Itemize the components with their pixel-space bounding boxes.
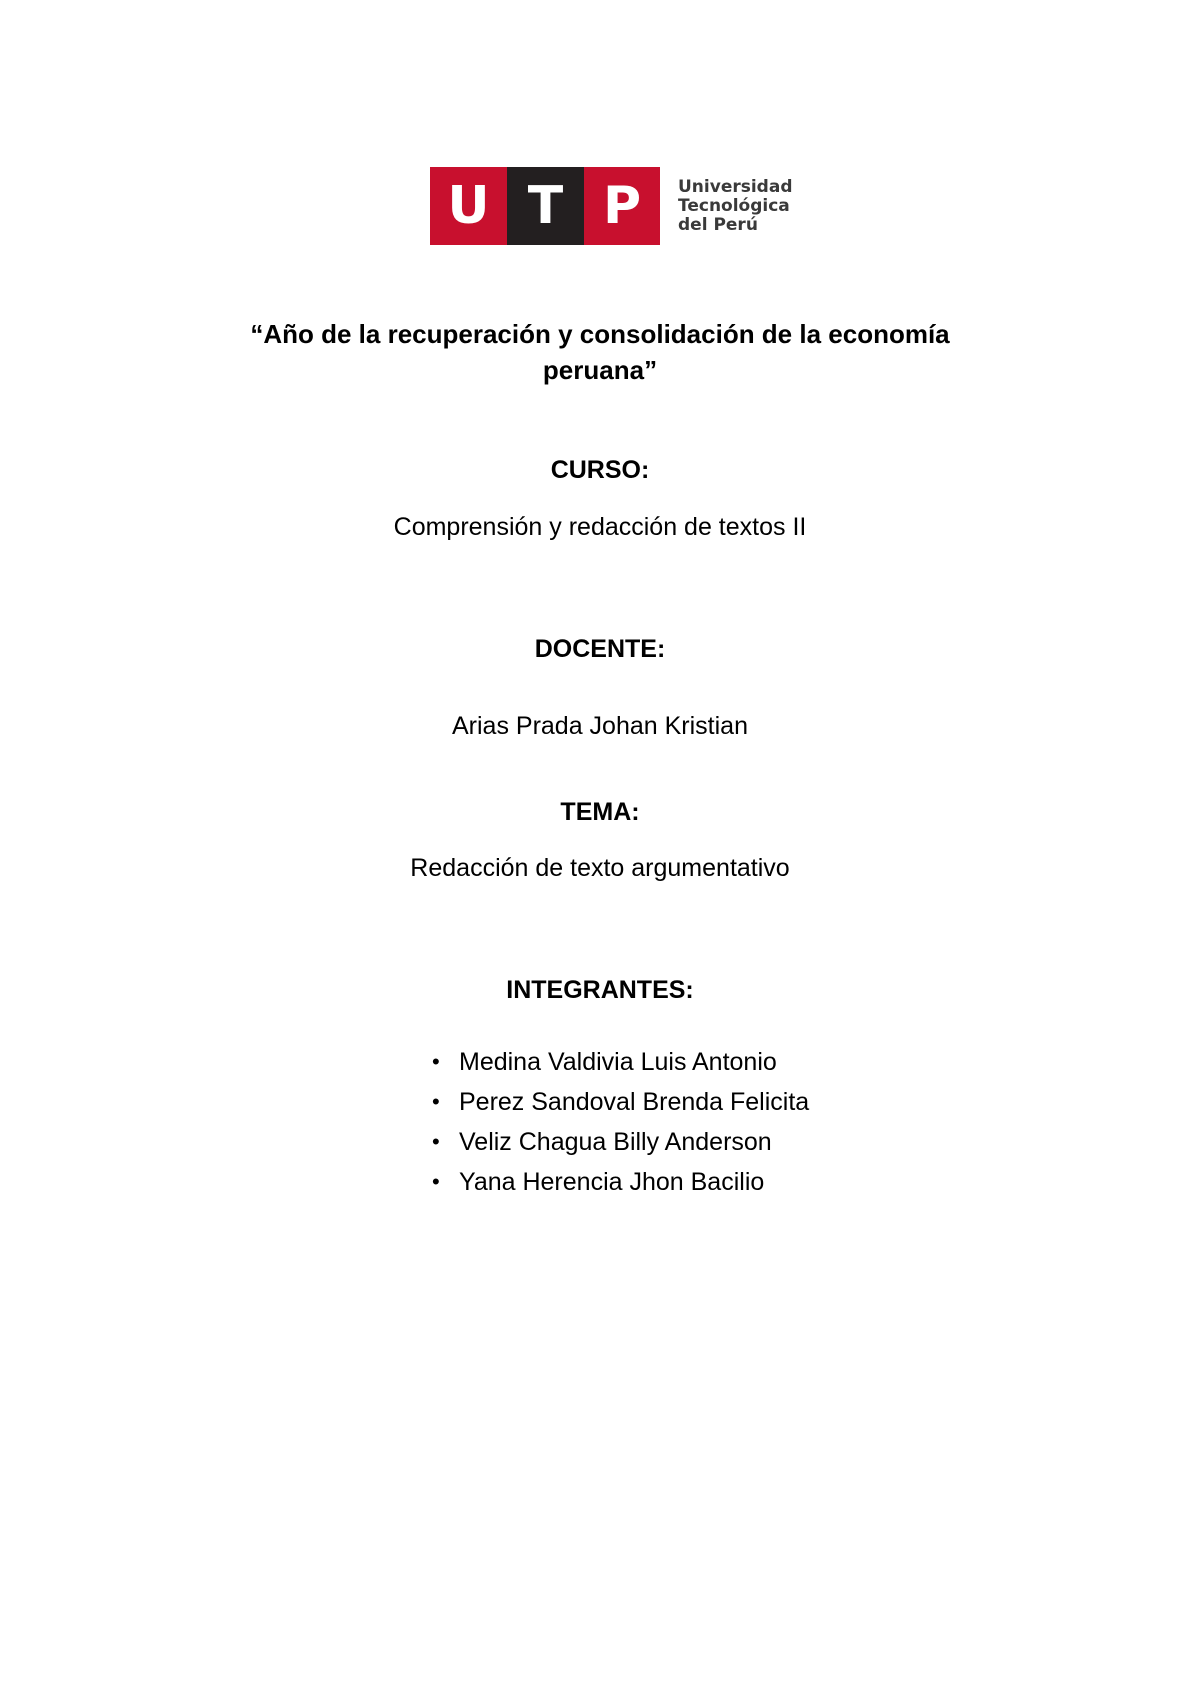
list-item	[432, 1167, 809, 1207]
list-item	[432, 1047, 809, 1087]
teacher-label: DOCENTE:	[534, 635, 666, 663]
list-item	[432, 1087, 809, 1127]
university-name-line-1: Universidad	[678, 176, 793, 197]
bullet-icon: •	[432, 1129, 440, 1154]
university-name	[678, 178, 792, 235]
utp-logo	[430, 167, 792, 245]
member-name: Perez Sandoval Brenda Felicita	[459, 1088, 810, 1116]
teacher-name: Arias Prada Johan Kristian	[452, 712, 748, 740]
members-label: INTEGRANTES:	[506, 976, 694, 1004]
topic-label: TEMA:	[560, 798, 640, 826]
logo-letter-t: T	[507, 167, 584, 245]
year-motto: “Año de la recuperación y consolidación de la economía peruana”	[250, 319, 950, 385]
bullet-icon: •	[432, 1049, 440, 1074]
university-name-line-3: del Perú	[678, 214, 758, 235]
course-name: Comprensión y redacción de textos II	[393, 513, 807, 541]
university-name-line-2: Tecnológica	[678, 195, 790, 216]
bullet-icon: •	[432, 1089, 440, 1114]
utp-logo-blocks	[430, 167, 660, 245]
logo-letter-p: P	[584, 167, 660, 245]
course-label: CURSO:	[550, 456, 650, 484]
list-item	[432, 1127, 809, 1167]
topic-name: Redacción de texto argumentativo	[410, 854, 790, 882]
member-name: Medina Valdivia Luis Antonio	[459, 1048, 777, 1076]
members-list	[432, 1047, 809, 1207]
logo-letter-u: U	[430, 167, 507, 245]
member-name: Yana Herencia Jhon Bacilio	[459, 1168, 765, 1196]
bullet-icon: •	[432, 1169, 440, 1194]
member-name: Veliz Chagua Billy Anderson	[459, 1128, 772, 1156]
